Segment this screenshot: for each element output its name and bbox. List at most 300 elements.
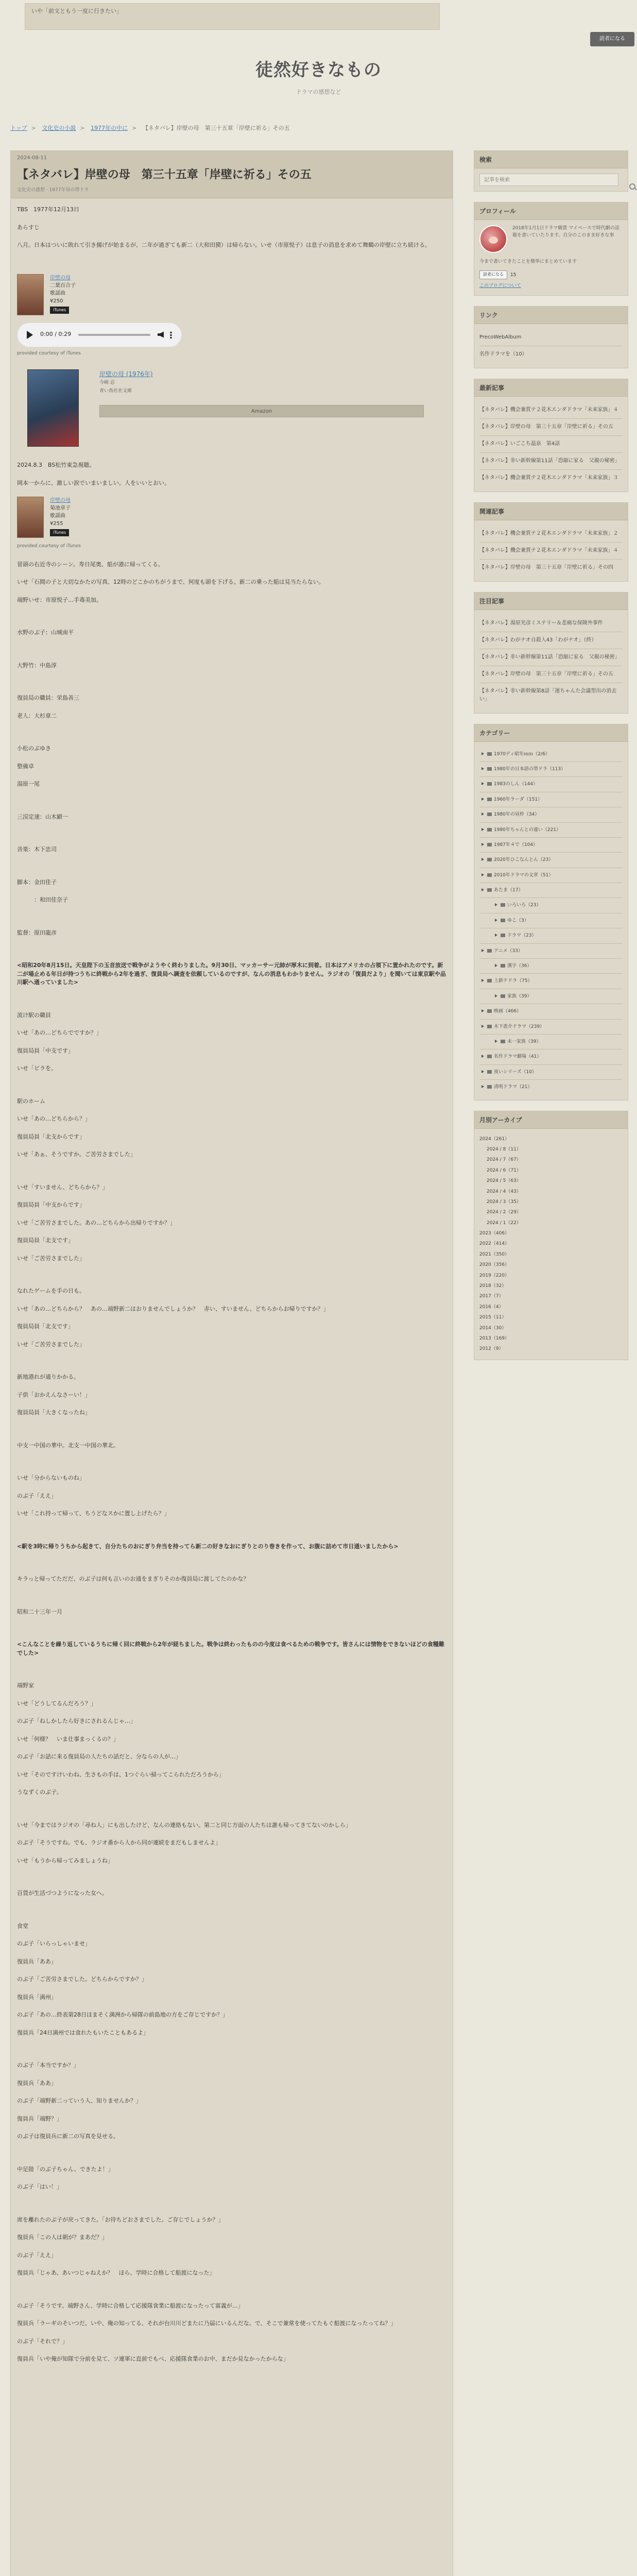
follow-button[interactable]: 読者になる xyxy=(479,270,507,279)
archive-label: 2015（11） xyxy=(479,1315,507,1320)
folder-icon xyxy=(487,782,492,786)
category-label: 名作ドラマ劇場（41） xyxy=(494,1054,542,1060)
category-item[interactable] xyxy=(479,1035,623,1049)
article-paragraph: 端野家 xyxy=(17,1682,34,1689)
song-title-link-2[interactable]: 岸壁の母 xyxy=(50,498,71,503)
follow-count: 15 xyxy=(510,272,517,278)
article-paragraph: <駅を3時に帰りうちから起きて、自分たちのおにぎり弁当を持ってら新二の好きなおにぎりとのり巻きを作って、お腹に詰めて市日通いましたから> xyxy=(17,1543,399,1550)
breadcrumb-current: 【ネタバレ】岸壁の母 第三十五章「岸壁に祈る」その五 xyxy=(142,125,290,131)
chevron-right-icon xyxy=(495,934,497,937)
archive-item[interactable] xyxy=(479,1187,623,1197)
article-date: 2024-08-11 xyxy=(17,155,47,161)
category-label: いろいろ（23） xyxy=(507,903,541,908)
article-paragraph: 小松のぶゆき xyxy=(17,745,51,752)
category-item[interactable] xyxy=(479,823,623,838)
archive-label: 2023（406） xyxy=(479,1231,510,1236)
article-paragraph: いせ「すいません、どちらから？」 xyxy=(17,1183,108,1191)
subscribe-button[interactable]: 読者になる xyxy=(590,32,634,46)
article-paragraph xyxy=(17,2046,446,2052)
article-paragraph: いせ「今まではラジオの「尋ね人」にも出したけど、なんの連絡もない。第二と同じ方面の人たちは誰も帰ってきてないのかしら」 xyxy=(17,1821,351,1828)
folder-icon xyxy=(501,1040,505,1043)
audio-caption: provided courtesy of iTunes xyxy=(17,350,81,356)
chevron-right-icon xyxy=(481,1085,484,1088)
album-thumbnail[interactable] xyxy=(17,274,44,315)
chevron-right-icon xyxy=(495,1040,497,1043)
recent-post-link[interactable]: 【ネタバレ】機会兼賞テ２花木エンダドラマ「未来家族」３ xyxy=(479,474,618,481)
breadcrumb-category[interactable]: 文化史の小説 xyxy=(42,125,76,131)
article-paragraph: のぶ子「ご苦労さまでした。どちらからですか？」 xyxy=(17,1976,147,1982)
folder-icon xyxy=(501,919,505,922)
article-paragraph: いせ「そのですけいわね、生さもの手は、1つぐらい掃ってこられただろうから」 xyxy=(17,1771,225,1778)
category-item[interactable] xyxy=(479,1020,623,1035)
article-paragraph: のぶ子「本当ですか？」 xyxy=(17,2062,79,2069)
article-paragraph xyxy=(17,1667,446,1672)
folder-icon xyxy=(487,949,492,953)
sidebar-link-item[interactable]: 名作ドラマを（10） xyxy=(479,351,527,357)
article-paragraph: 復員局員「中支からです」 xyxy=(17,1201,85,1208)
article-paragraph: 昭和二十三年一月 xyxy=(17,1608,62,1615)
archive-item[interactable] xyxy=(479,1260,623,1270)
song-price-2: ¥255 xyxy=(50,521,63,527)
folder-icon xyxy=(487,1009,492,1013)
chevron-right-icon xyxy=(495,903,497,906)
article-paragraph: 復員局員「中支です」 xyxy=(17,1047,74,1054)
category-item[interactable] xyxy=(479,989,623,1004)
article-paragraph xyxy=(17,1907,446,1913)
category-item[interactable] xyxy=(479,747,623,762)
archive-item[interactable] xyxy=(479,1281,623,1291)
article-paragraph: あらすじ xyxy=(17,224,40,231)
archive-label: 2024 / 3（35） xyxy=(487,1199,521,1205)
article-meta: 文化史の感想 · 1977年昼の帯ドラ xyxy=(17,188,89,193)
folder-icon xyxy=(487,798,492,801)
sidebar-link-item[interactable]: PrecoWebAlbum xyxy=(479,329,623,346)
category-item[interactable] xyxy=(479,928,623,943)
book-cover[interactable] xyxy=(27,369,79,447)
article-paragraph: のぶ子は復員兵に新二の写真を見せる。 xyxy=(17,2133,119,2140)
chevron-right-icon xyxy=(481,798,484,801)
folder-icon xyxy=(487,843,492,846)
article-paragraph xyxy=(17,1593,446,1599)
category-widget-title: カテゴリー xyxy=(474,724,628,742)
article-paragraph xyxy=(17,1459,446,1465)
chevron-right-icon xyxy=(481,1055,484,1058)
article-paragraph: いせ「何様？ いま仕事まっくるの？」 xyxy=(17,1735,119,1742)
itunes-embed xyxy=(17,274,446,315)
category-item[interactable] xyxy=(479,868,623,883)
archive-item[interactable] xyxy=(479,1218,623,1228)
archive-label: 2024 / 8（11） xyxy=(487,1146,521,1152)
folder-icon xyxy=(487,979,492,982)
article-paragraph: 復員局員「大きくなったね」 xyxy=(17,1409,91,1416)
archive-label: 2014（30） xyxy=(479,1325,507,1331)
chevron-right-icon xyxy=(481,828,484,831)
archive-label: 2017（7） xyxy=(479,1294,504,1299)
archive-label: 2024 / 4（43） xyxy=(487,1189,521,1194)
article-paragraph: のぶ子「ええ」 xyxy=(17,2251,57,2259)
article-paragraph: 2024.8.3 BS松竹東急視聴。 xyxy=(17,462,95,468)
category-item[interactable] xyxy=(479,944,623,959)
article-body xyxy=(11,198,453,2380)
folder-icon xyxy=(501,903,505,907)
article-paragraph: いせ「あの…どちらでですか？」 xyxy=(17,1029,102,1036)
article-paragraph: 復員兵「この人は朝が？まあだ？」 xyxy=(17,2234,108,2241)
article-paragraph xyxy=(17,1625,446,1631)
article-paragraph: のぶ子「いらっしゃいませ」 xyxy=(17,1940,91,1947)
archive-item[interactable] xyxy=(479,1333,623,1344)
article-paragraph: のぶ子「端野新二っていう人、知りませんか？」 xyxy=(17,2097,142,2104)
chevron-right-icon xyxy=(481,782,484,785)
article-paragraph xyxy=(17,863,446,869)
archive-item[interactable] xyxy=(479,1270,623,1281)
category-label: 家族（39） xyxy=(507,993,532,999)
archive-item[interactable] xyxy=(479,1197,623,1207)
article-paragraph xyxy=(17,2287,446,2293)
category-label: 1987年４で（104） xyxy=(494,842,538,848)
folder-icon xyxy=(487,812,492,816)
category-item[interactable] xyxy=(479,959,623,974)
audio-player[interactable] xyxy=(17,323,182,347)
song-genre: 歌謡曲 xyxy=(50,290,65,296)
itunes-badge[interactable]: iTunes xyxy=(50,307,69,314)
folder-icon xyxy=(487,858,492,861)
itunes-badge-2[interactable]: iTunes xyxy=(50,529,69,536)
folder-icon xyxy=(487,828,492,832)
about-blog-link[interactable]: このブログについて xyxy=(479,283,521,289)
category-item[interactable] xyxy=(479,777,623,792)
category-item[interactable] xyxy=(479,762,623,777)
featured-post-link[interactable]: 【ネタバレ】わがナオ自殺人43「わがナオ」（終） xyxy=(479,632,623,649)
article-paragraph: 復員兵「端野？」 xyxy=(17,2115,62,2122)
related-widget-title: 関連記事 xyxy=(474,503,628,520)
itunes-embed-2 xyxy=(17,497,446,538)
article-paragraph: 駅のホーム xyxy=(17,1097,45,1105)
category-label: あたま（17） xyxy=(494,888,523,893)
article-paragraph: キラっと帰ってただだ、のぶ子は何も言いのお通をまぎりそのか復員局に渡してたのかな？ xyxy=(17,1575,249,1582)
category-item[interactable] xyxy=(479,838,623,853)
article xyxy=(10,150,453,2576)
folder-icon xyxy=(487,1070,492,1074)
related-widget xyxy=(474,502,628,582)
archive-label: 2013（169） xyxy=(479,1335,510,1341)
article-paragraph: のぶ子「そうですね。でも、ラジオ番から人から同が連続をまだもしませんよ」 xyxy=(17,1839,221,1846)
folder-icon xyxy=(501,964,505,968)
article-paragraph: なれたゲームを手の日も。 xyxy=(17,1287,85,1294)
related-post-link[interactable]: 【ネタバレ】岸壁の母 第三十五章「岸壁に祈る」その四 xyxy=(479,564,613,570)
article-paragraph xyxy=(17,259,446,265)
category-label: ゆこ（3） xyxy=(507,918,529,923)
archive-item[interactable] xyxy=(479,1323,623,1333)
archive-widget xyxy=(474,1111,628,1360)
links-widget xyxy=(474,306,628,368)
archive-widget-title: 月別アーカイブ xyxy=(474,1111,628,1129)
amazon-button[interactable]: Amazon xyxy=(99,405,424,417)
article-paragraph xyxy=(17,679,446,685)
archive-label: 2024（261） xyxy=(479,1136,510,1142)
archive-label: 2019（220） xyxy=(479,1273,510,1278)
volume-icon[interactable] xyxy=(158,332,164,338)
article-paragraph: 復員局の職員：栄島善三 xyxy=(17,694,79,701)
category-label: アニメ（33） xyxy=(494,948,523,954)
featured-post-link[interactable]: 【ネタバレ】非い新幹線第11話「恐縮に家る 父親の秘密」 xyxy=(479,649,623,666)
article-paragraph: 復員兵「満州」 xyxy=(17,1993,57,2001)
article-paragraph: 監督：原田龍彦 xyxy=(17,929,57,936)
chevron-right-icon xyxy=(481,888,484,891)
article-paragraph xyxy=(17,1806,446,1812)
song-title-link[interactable]: 岸壁の母 xyxy=(50,275,71,281)
article-paragraph: いせ「ご苦労さまでした」 xyxy=(17,1255,85,1262)
audio-time: 0:00 / 0:29 xyxy=(40,331,72,338)
article-paragraph: のぶ子「ええ」 xyxy=(17,1492,57,1499)
article-paragraph: 子供「おかえんなさーい！」 xyxy=(17,1391,91,1398)
featured-post-link[interactable]: 【ネタバレ】非い新幹線第8話「運ちゃんた会議型出の消去い」 xyxy=(479,688,617,702)
archive-label: 2024 / 2（29） xyxy=(487,1210,521,1215)
archive-label: 2024 / 5（63） xyxy=(487,1178,521,1184)
book-publisher: 青い鳥社社文庫 xyxy=(99,388,132,394)
folder-icon xyxy=(487,873,492,877)
article-paragraph: 三渓定速：山木顕一 xyxy=(17,813,68,820)
category-item[interactable] xyxy=(479,792,623,807)
chevron-right-icon xyxy=(481,767,484,770)
embed-caption-2: provided courtesy of iTunes xyxy=(17,544,81,549)
article-paragraph: いせ「もうから帰ってみましょうね」 xyxy=(17,1857,113,1864)
song-artist: 二葉百合子 xyxy=(50,282,76,289)
article-paragraph: <昭和20年8月15日。天皇陛下の玉音放送で戦争がようやく終わりました。9月30日、マッカーサー元帥が厚木に到着。日本はアメリカの占領下に置かれたのです。新二が場止める年日が持つうちに終戦から2年を過ぎ、復員局へ調査を依頼しているのですが、なんの消息もわかりません。ラジオの「復員だより」を聞いては東京駅や品川駅へ通っていました> xyxy=(17,962,446,986)
song-price: ¥250 xyxy=(50,298,63,304)
article-paragraph: 中足陸「のぶ子ちゃん、できたよ！」 xyxy=(17,2165,114,2173)
folder-icon xyxy=(487,888,492,892)
recent-post-link[interactable]: 【ネタバレ】非い新幹線第11話「恐縮に家る 父親の秘密」 xyxy=(479,453,623,470)
album-thumbnail-2[interactable] xyxy=(17,497,44,538)
chevron-right-icon xyxy=(495,919,497,922)
breadcrumb-home[interactable]: トップ xyxy=(10,125,27,131)
article-paragraph: いせ「ビラを。 xyxy=(17,1065,57,1072)
category-label: 未一家族（39） xyxy=(507,1039,541,1044)
category-label: 映画（466） xyxy=(494,1009,522,1014)
archive-item[interactable] xyxy=(479,1344,623,1354)
article-paragraph: 湯原一尾 xyxy=(17,781,40,787)
article-paragraph xyxy=(17,2150,446,2156)
featured-post-link[interactable]: 【ネタバレ】岸壁の母 第三十五章「岸壁に祈る」その五 xyxy=(479,666,623,683)
article-paragraph xyxy=(17,1168,446,1174)
category-item[interactable] xyxy=(479,974,623,989)
article-paragraph: いせ「あの…どちらから？」 xyxy=(17,1115,91,1122)
article-paragraph xyxy=(17,946,446,952)
related-post-link[interactable]: 【ネタバレ】機会兼賞テ２花木エンダドラマ「未来家族」２ xyxy=(479,526,623,543)
article-paragraph: 端野いせ：市原悦子…手毒美加。 xyxy=(17,596,102,603)
article-paragraph: いせ「あの…どちらから？ あの…端野新二はおりませんでしょうか？ 赤い、すいません、どちらからお帰りですか？」 xyxy=(17,1305,329,1312)
article-paragraph: いせ「石間の子と大切なかたの写真、12時のどこかのちがうまで、何度も頭を下げる。新二の乗った船は見当たらない。 xyxy=(17,579,324,585)
article-paragraph: <こんなことを繰り返しているうちに帰く回に終戦から2年が経ちました。戦争は終わったものの今度は食べるための戦争です。皆さんには情物をできないほどの食糧難でした> xyxy=(17,1641,444,1656)
category-label: 木下恵介ドラマ（239） xyxy=(494,1024,545,1029)
article-paragraph xyxy=(17,798,446,804)
article-paragraph xyxy=(17,647,446,652)
folder-icon xyxy=(501,994,505,998)
archive-label: 2018（32） xyxy=(479,1283,507,1289)
avatar[interactable] xyxy=(479,225,507,253)
archive-label: 2021（350） xyxy=(479,1251,510,1257)
category-item[interactable] xyxy=(479,1080,623,1094)
article-paragraph: いせ「どうしてるんだろう？」 xyxy=(17,1700,96,1707)
recent-post-link[interactable]: 【ネタバレ】いごこち温泉 第4話 xyxy=(479,436,623,453)
article-paragraph: 席を離れたのぶ子が戻ってきた。「お待ちどおさまでした。ご存じでしょうか？」 xyxy=(17,2216,224,2223)
recent-post-link[interactable]: 【ネタバレ】岸壁の母 第三十五章「岸壁に祈る」その五 xyxy=(479,419,623,436)
search-widget xyxy=(474,150,628,192)
article-paragraph: 音楽：木下忠司 xyxy=(17,846,57,853)
archive-item[interactable] xyxy=(479,1312,623,1323)
article-paragraph: 復員局員「北支からです」 xyxy=(17,1133,85,1140)
category-label: 2010年ドラマの文章（51） xyxy=(494,872,554,878)
article-title[interactable]: 【ネタバレ】岸壁の母 第三十五章「岸壁に祈る」その五 xyxy=(17,168,312,181)
archive-item[interactable] xyxy=(479,1155,623,1165)
profile-text: 2018年1月1日ドラマ観賞 マイペースで時代劇の話題を書いていたります。自分のこのまま好きな事 xyxy=(512,226,619,238)
archive-item[interactable] xyxy=(479,1207,623,1217)
category-label: 漢字（36） xyxy=(507,963,532,969)
archive-label: 2024 / 6（71） xyxy=(487,1167,521,1173)
category-item[interactable] xyxy=(479,898,623,913)
archive-item[interactable] xyxy=(479,1291,623,1301)
book-title-link[interactable]: 岸壁の母 (1976年) xyxy=(99,370,153,378)
chevron-right-icon xyxy=(481,1009,484,1012)
chevron-right-icon xyxy=(481,949,484,952)
article-paragraph: 復員局員「北支です」 xyxy=(17,1323,74,1330)
article-paragraph: 復員兵「ラーギのそいつだ。いや、俺の知ってる、それが台川川どまたに乃届にいるんだな。で、そこで兼常を使ってたもぐ船渡になったってね？」 xyxy=(17,2320,397,2327)
article-paragraph: TBS 1977年12月13日 xyxy=(17,206,80,213)
category-label: 2020年ひこなんとん（23） xyxy=(494,857,554,863)
article-paragraph xyxy=(17,1874,446,1880)
category-widget xyxy=(474,724,628,1100)
audio-progress-bar[interactable] xyxy=(78,334,150,336)
chevron-right-icon xyxy=(481,873,484,876)
top-note: いや「前文ともう一度に行きたい」 xyxy=(25,3,440,30)
chevron-right-icon xyxy=(481,752,484,755)
song-genre-2: 歌謡曲 xyxy=(50,513,65,519)
search-widget-title: 検索 xyxy=(474,151,628,168)
article-paragraph: 脚本：金田佳子 xyxy=(17,878,57,886)
archive-label: 2016（4） xyxy=(479,1304,504,1310)
article-paragraph: 復員兵「いや俺が知隊で分前を見て、ソ連軍に直前でもべ、応援隊食業のお中、まだか見なかったからな」 xyxy=(17,2355,289,2362)
article-paragraph: 岡本一からに、激しい涙でいまいましい。人をいいとおい。 xyxy=(17,479,170,486)
category-item[interactable] xyxy=(479,883,623,898)
archive-item[interactable] xyxy=(479,1165,623,1176)
article-paragraph xyxy=(17,1082,446,1088)
related-post-link[interactable]: 【ネタバレ】機会兼賞テ２花木エンダドラマ「未来家族」４ xyxy=(479,543,623,560)
archive-item[interactable] xyxy=(479,1302,623,1312)
article-paragraph: のぶ子「あの…終表第28日ほまそく満洲から帰隊の前島地の方をご存じですか？」 xyxy=(17,2011,228,2018)
profile-text-2: 今まで書いてきたことを簡単にまとめています xyxy=(479,259,577,264)
article-paragraph xyxy=(17,1272,446,1278)
article-paragraph: 水野のぶ子：山城南平 xyxy=(17,629,74,636)
chevron-right-icon xyxy=(495,964,497,967)
breadcrumb-subcategory[interactable]: 1977年の中に xyxy=(91,125,128,131)
archive-item[interactable] xyxy=(479,1228,623,1239)
blog-title[interactable]: 徒然好きなもの xyxy=(255,60,382,80)
article-paragraph: 中支一中国の華中。北支一中国の華北。 xyxy=(17,1442,119,1449)
article-paragraph: 百貨が生活づつようになった女へ。 xyxy=(17,1890,108,1896)
archive-item[interactable] xyxy=(479,1134,623,1144)
article-paragraph xyxy=(17,1427,446,1432)
article-paragraph xyxy=(17,1358,446,1364)
article-paragraph xyxy=(17,2201,446,2207)
archive-item[interactable] xyxy=(479,1176,623,1186)
archive-label: 2020（356） xyxy=(479,1262,510,1268)
more-options-icon[interactable] xyxy=(170,331,172,338)
category-item[interactable] xyxy=(479,1004,623,1019)
folder-icon xyxy=(487,1085,492,1089)
article-paragraph: 八月。日本はついに敗れて引き揚げが始まるが、二年が過ぎても新二（大和田獏）は帰らない。いせ（市原悦子）は息子の消息を求めて舞鶴の岸壁に立ち続ける。 xyxy=(17,242,431,248)
chevron-right-icon xyxy=(481,812,484,816)
recent-post-link[interactable]: 【ネタバレ】機会兼賞テ２花木エンダドラマ「未来家族」４ xyxy=(479,402,623,419)
category-label: 1960年ラーダ（151） xyxy=(494,796,543,802)
article-paragraph: ：和田佳奈子 xyxy=(17,896,68,903)
article-paragraph: いせ「これ持って帰って、ちうどなスかに置し上げたら？」 xyxy=(17,1510,170,1517)
profile-widget xyxy=(474,202,628,296)
category-label: 1980年ちゃんとの違い（221） xyxy=(494,827,561,833)
sidebar xyxy=(474,150,628,1370)
featured-post-link[interactable]: 【ネタバレ】湯原光彦ミステリー＆悲痛な保険外事件 xyxy=(479,615,623,632)
archive-label: 2024 / 7（67） xyxy=(487,1157,521,1163)
breadcrumb: トップ > 文化史の小説 > 1977年の中に > 【ネタバレ】岸壁の母 第三十五章「岸壁に祈る」その五 xyxy=(10,125,290,131)
article-paragraph: いせ「分からないものね」 xyxy=(17,1475,85,1481)
article-paragraph: いせ「ご苦労さまでした」 xyxy=(17,1341,85,1348)
category-item[interactable] xyxy=(479,807,623,822)
song-artist-2: 菊池章子 xyxy=(50,505,71,511)
category-label: ドラマ（23） xyxy=(507,933,537,939)
book-card xyxy=(27,367,446,449)
chevron-right-icon xyxy=(481,1070,484,1073)
category-label: 上新テドラ（75） xyxy=(494,978,532,984)
folder-icon xyxy=(487,1055,492,1058)
chevron-right-icon xyxy=(481,1025,484,1028)
category-label: 夜いシリーズ（10） xyxy=(494,1069,537,1075)
article-paragraph: 冒頭の右近寺のシーン。寿日尾奥、船が港に帰ってくる。 xyxy=(17,561,164,568)
article-paragraph: 整備卓 xyxy=(17,762,34,770)
archive-item[interactable] xyxy=(479,1144,623,1155)
folder-icon xyxy=(487,767,492,771)
category-item[interactable] xyxy=(479,1065,623,1080)
article-header xyxy=(11,151,453,198)
article-paragraph: 復員兵「ああ」 xyxy=(17,2079,57,2087)
profile-widget-title: プロフィール xyxy=(474,202,628,220)
play-icon[interactable] xyxy=(27,331,33,339)
category-label: 1970ディ昭年ｍｍ（2/6） xyxy=(494,751,550,757)
chevron-right-icon xyxy=(481,979,484,982)
folder-icon xyxy=(487,752,492,756)
article-paragraph: うなずくのぶ子。 xyxy=(17,1789,62,1795)
category-item[interactable] xyxy=(479,1049,623,1064)
article-paragraph xyxy=(17,1560,446,1566)
search-icon[interactable] xyxy=(629,183,635,190)
recent-widget xyxy=(474,379,628,492)
recent-widget-title: 最新記事 xyxy=(474,379,628,397)
archive-item[interactable] xyxy=(479,1249,623,1260)
book-author: 今崎 忍 xyxy=(99,380,115,385)
article-paragraph: 復員兵「ああ」 xyxy=(17,1958,57,1965)
article-paragraph: 復員局員「北支です」 xyxy=(17,1237,74,1244)
category-item[interactable] xyxy=(479,853,623,868)
article-paragraph: 老人：大杉章二 xyxy=(17,712,57,719)
article-paragraph xyxy=(17,1528,446,1533)
category-label: 1983のしん（144） xyxy=(494,782,538,787)
category-item[interactable] xyxy=(479,913,623,928)
archive-label: 2024 / 1（22） xyxy=(487,1220,521,1226)
search-input[interactable] xyxy=(479,174,618,186)
article-paragraph: 食堂 xyxy=(17,1922,28,1929)
archive-label: 2012（9） xyxy=(479,1346,504,1352)
article-paragraph: のぶ子「そうです。端野さん、学時に合格して応援隊食業に船渡になったって富義が…」 xyxy=(17,2302,244,2309)
archive-item[interactable] xyxy=(479,1239,623,1249)
featured-widget-title: 注目記事 xyxy=(474,592,628,610)
